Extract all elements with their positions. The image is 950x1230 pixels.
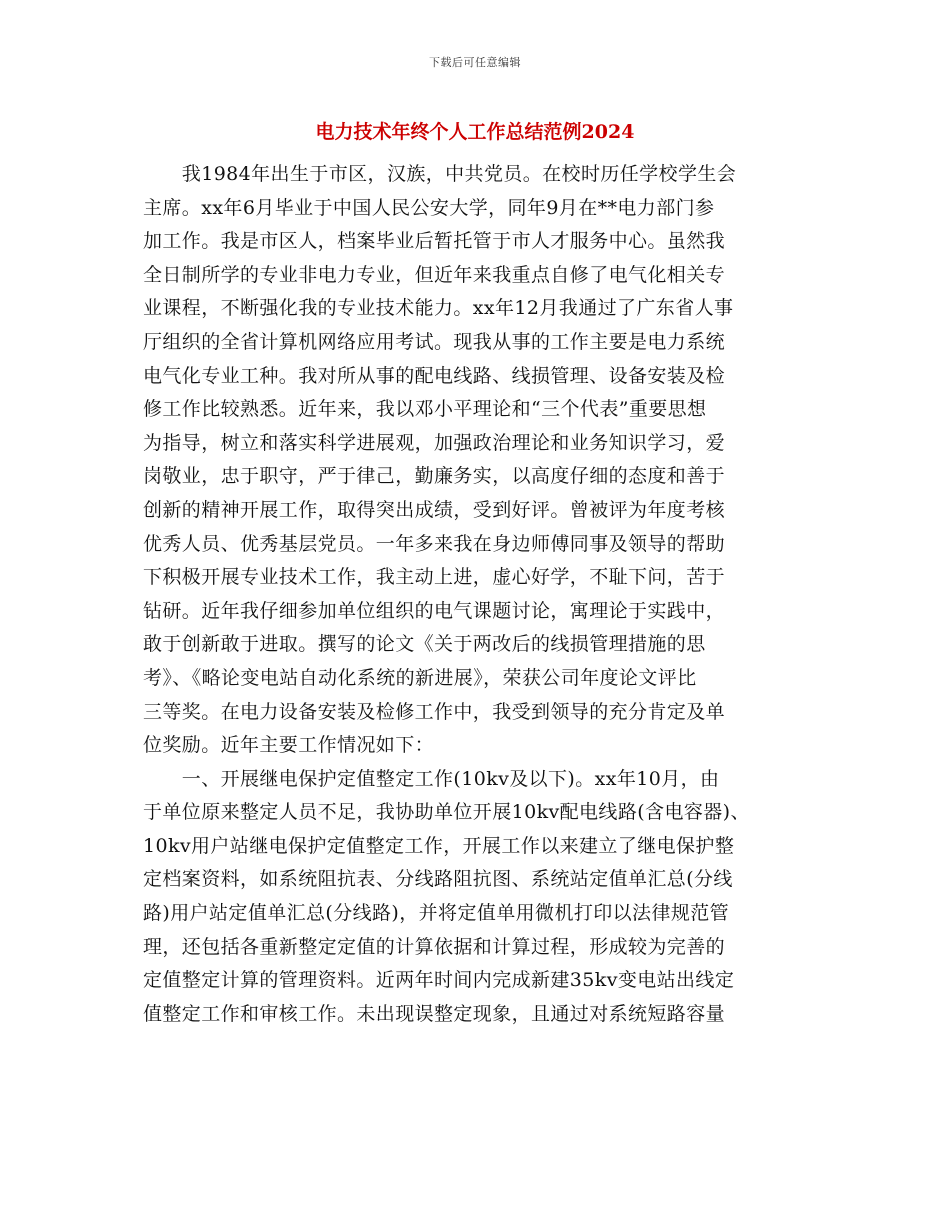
body-line: 三等奖。在电力设备安装及检修工作中，我受到领导的充分肯定及单 xyxy=(143,700,726,723)
body-line: 理，还包括各重新整定定值的计算依据和计算过程，形成较为完善的 xyxy=(143,935,726,958)
body-line: 岗敬业，忠于职守，严于律己，勤廉务实，以高度仔细的态度和善于 xyxy=(143,465,726,488)
body-line: 10kv用户站继电保护定值整定工作，开展工作以来建立了继电保护整 xyxy=(143,834,735,857)
header-note: 下载后可任意编辑 xyxy=(429,56,521,69)
body-line: 主席。xx年6月毕业于中国人民公安大学，同年9月在**电力部门参 xyxy=(143,196,715,219)
document-title: 电力技术年终个人工作总结范例2024 xyxy=(315,121,635,143)
body-line: 电气化专业工种。我对所从事的配电线路、线损管理、设备安装及检 xyxy=(143,364,726,387)
body-line: 路)用户站定值单汇总(分线路)，并将定值单用微机打印以法律规范管 xyxy=(143,902,730,925)
body-line: 定档案资料，如系统阻抗表、分线路阻抗图、系统站定值单汇总(分线 xyxy=(143,868,733,891)
body-line: 为指导，树立和落实科学进展观，加强政治理论和业务知识学习，爱 xyxy=(143,431,726,454)
body-line: 值整定工作和审核工作。未出现误整定现象，且通过对系统短路容量 xyxy=(143,1002,726,1025)
body-line: 于单位原来整定人员不足，我协助单位开展10kv配电线路(含电容器)、 xyxy=(143,801,750,824)
body-line: 加工作。我是市区人，档案毕业后暂托管于市人才服务中心。虽然我 xyxy=(143,230,726,253)
body-line: 定值整定计算的管理资料。近两年时间内完成新建35kv变电站出线定 xyxy=(143,969,735,992)
document-body xyxy=(143,158,809,1031)
body-line: 考》、《略论变电站自动化系统的新进展》，荣获公司年度论文评比 xyxy=(143,666,697,689)
body-line: 一、开展继电保护定值整定工作(10kv及以下)。xx年10月，由 xyxy=(143,767,720,790)
body-line: 位奖励。近年主要工作情况如下： xyxy=(143,734,435,757)
body-line: 全日制所学的专业非电力专业，但近年来我重点自修了电气化相关专 xyxy=(143,263,726,286)
body-line: 我1984年出生于市区，汉族，中共党员。在校时历任学校学生会 xyxy=(143,163,737,185)
body-line: 敢于创新敢于进取。撰写的论文《关于两改后的线损管理措施的思 xyxy=(143,633,706,656)
body-line: 业课程，不断强化我的专业技术能力。xx年12月我通过了广东省人事 xyxy=(143,297,734,320)
body-line: 钻研。近年我仔细参加单位组织的电气课题讨论，寓理论于实践中， xyxy=(143,599,726,622)
body-line: 厅组织的全省计算机网络应用考试。现我从事的工作主要是电力系统 xyxy=(143,330,726,353)
body-line: 下积极开展专业技术工作，我主动上进，虚心好学，不耻下问，苦于 xyxy=(143,566,726,589)
body-line: 优秀人员、优秀基层党员。一年多来我在身边师傅同事及领导的帮助 xyxy=(143,532,726,555)
body-line: 创新的精神开展工作，取得突出成绩，受到好评。曾被评为年度考核 xyxy=(143,498,726,521)
body-line: 修工作比较熟悉。近年来，我以邓小平理论和“三个代表”重要思想 xyxy=(143,398,707,421)
